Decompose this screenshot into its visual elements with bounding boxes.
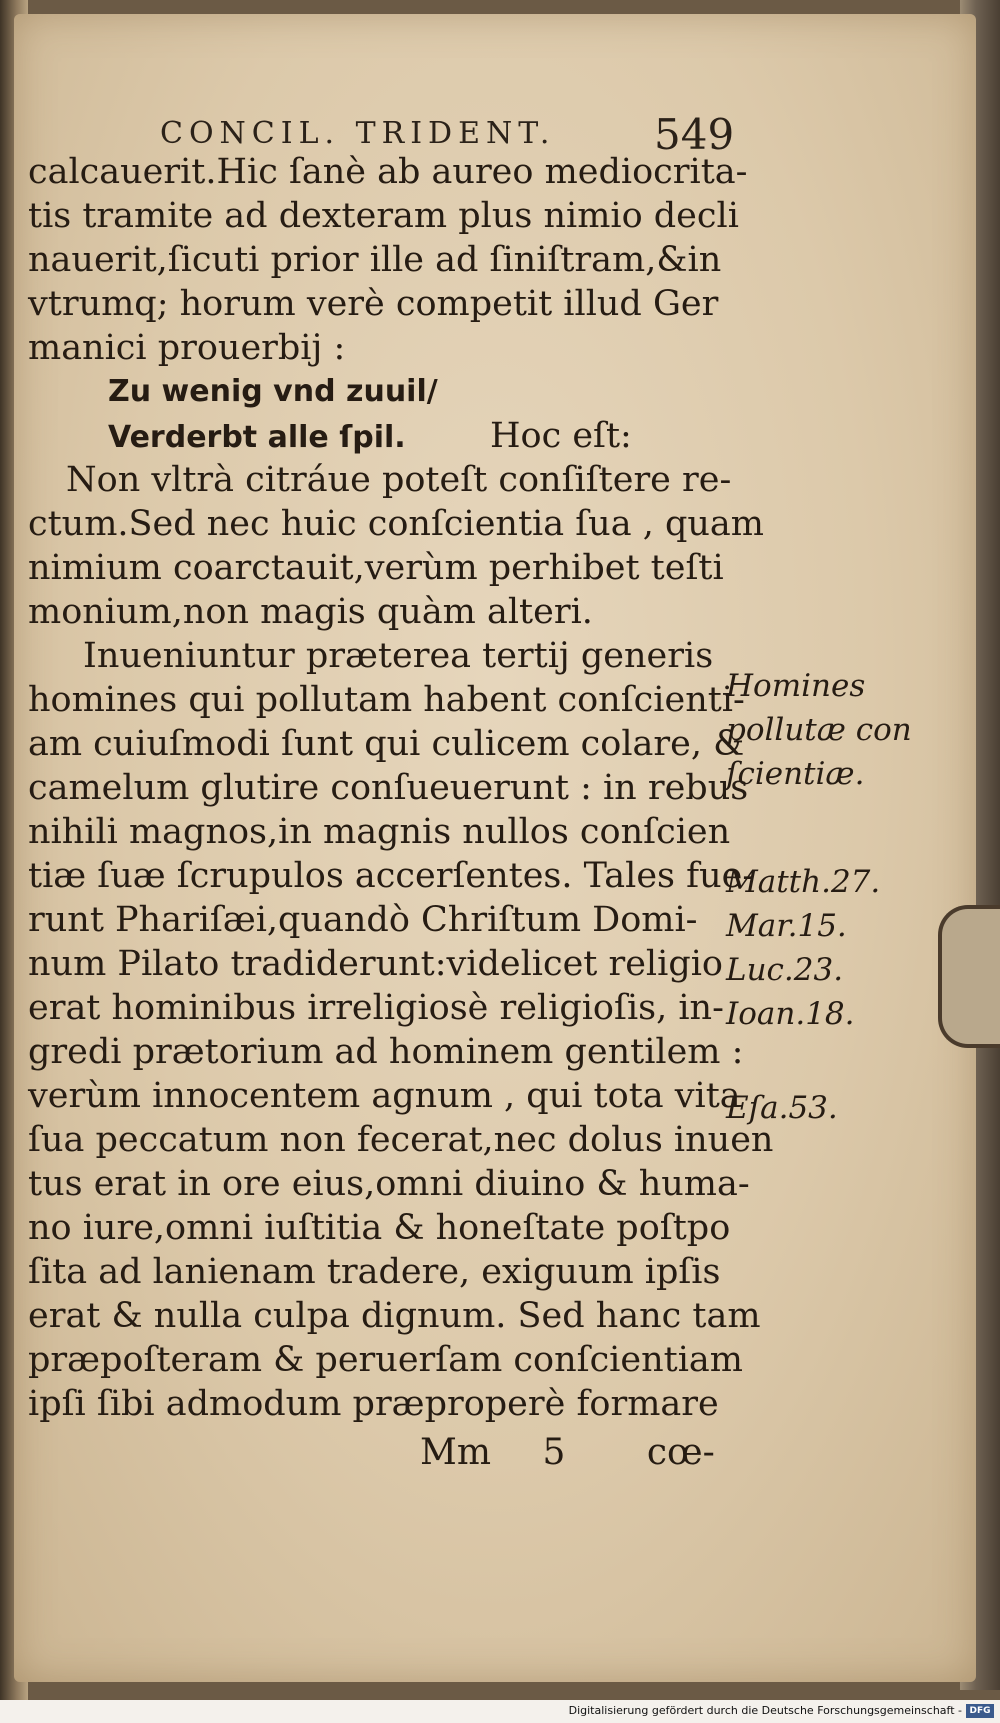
text-line: vtrumq; horum verè competit illud Ger bbox=[28, 284, 719, 324]
text-line: verùm innocentem agnum , qui tota vita bbox=[28, 1076, 741, 1116]
margin-note-citation: Mar.15. bbox=[726, 908, 847, 944]
text-line: nihili magnos,in magnis nullos conſcien bbox=[28, 812, 731, 852]
text-line: am cuiuſmodi ſunt qui culicem colare, & bbox=[28, 724, 745, 764]
text-line: erat & nulla culpa dignum. Sed hanc tam bbox=[28, 1296, 761, 1336]
hoc-est: Hoc eſt: bbox=[490, 416, 632, 456]
text-line: homines qui pollutam habent conſcienti- bbox=[28, 680, 745, 720]
text-line: no iure,omni iuſtitia & honeſtate poſtpo bbox=[28, 1208, 731, 1248]
text-line: Inueniuntur præterea tertij generis bbox=[83, 636, 714, 676]
margin-note: ſcientiæ. bbox=[726, 756, 865, 792]
text-line: præpoſteram & peruerſam conſcientiam bbox=[28, 1340, 743, 1380]
catchword-line bbox=[420, 1432, 715, 1473]
signature-number: 5 bbox=[542, 1432, 566, 1473]
text-line: gredi prætorium ad hominem gentilem : bbox=[28, 1032, 744, 1072]
margin-note-citation: Luc.23. bbox=[726, 952, 844, 988]
text-line: tus erat in ore eius,omni diuino & huma- bbox=[28, 1164, 750, 1204]
margin-note-citation: Ioan.18. bbox=[726, 996, 855, 1032]
margin-note-citation: Matth.27. bbox=[726, 864, 881, 900]
clasp-ribbon bbox=[938, 905, 1000, 1048]
text-line: monium,non magis quàm alteri. bbox=[28, 592, 593, 632]
text-line: ipſi ſibi admodum præproperè formare bbox=[28, 1384, 719, 1424]
text-line: erat hominibus irreligiosè religioſis, in- bbox=[28, 988, 724, 1028]
text-line: tiæ ſuæ ſcrupulos accerſentes. Tales fue- bbox=[28, 856, 755, 896]
text-line: manici prouerbij : bbox=[28, 328, 346, 368]
text-line: ſita ad lanienam tradere, exiguum ipſis bbox=[28, 1252, 721, 1292]
running-head: CONCIL. TRIDENT. bbox=[160, 116, 556, 151]
dfg-logo-icon: DFG bbox=[966, 1704, 994, 1718]
text-line: nauerit,ſicuti prior ille ad ſiniſtram,&in bbox=[28, 240, 722, 280]
catchword: cœ- bbox=[646, 1432, 715, 1473]
text-line: nimium coarctauit,verùm perhibet teſti bbox=[28, 548, 724, 588]
margin-note-citation: Eſa.53. bbox=[726, 1090, 838, 1126]
verse-line-1: Zu wenig vnd zuuil/ bbox=[108, 374, 438, 409]
text-line: ctum.Sed nec huic conſcientia ſua , quam bbox=[28, 504, 764, 544]
text-line: camelum glutire conſueuerunt : in rebus bbox=[28, 768, 749, 808]
main-text-block bbox=[28, 150, 774, 1426]
text-line: Non vltrà citráue poteſt conſiſtere re- bbox=[66, 460, 732, 500]
text-line: num Pilato tradiderunt:videlicet religio bbox=[28, 944, 723, 984]
footer-credit: Digitalisierung gefördert durch die Deutsche Forschungsgemeinschaft - bbox=[568, 1704, 962, 1717]
margin-note: pollutæ con bbox=[726, 712, 912, 748]
text-line: ſua peccatum non fecerat,nec dolus inuen bbox=[28, 1120, 774, 1160]
margin-note: Homines bbox=[726, 668, 866, 704]
verse-line-2: Verderbt alle ſpil. bbox=[108, 420, 406, 455]
text-line: tis tramite ad dexteram plus nimio decli bbox=[28, 196, 739, 236]
text-line: runt Phariſæi,quandò Chriſtum Domi- bbox=[28, 900, 698, 940]
signature-mark: Mm bbox=[420, 1432, 491, 1473]
text-line: calcauerit.Hic ſanè ab aureo mediocrita- bbox=[28, 152, 748, 192]
digitization-footer bbox=[0, 1700, 1000, 1723]
verse-line-2-row bbox=[28, 414, 728, 458]
page-number: 549 bbox=[654, 110, 735, 159]
